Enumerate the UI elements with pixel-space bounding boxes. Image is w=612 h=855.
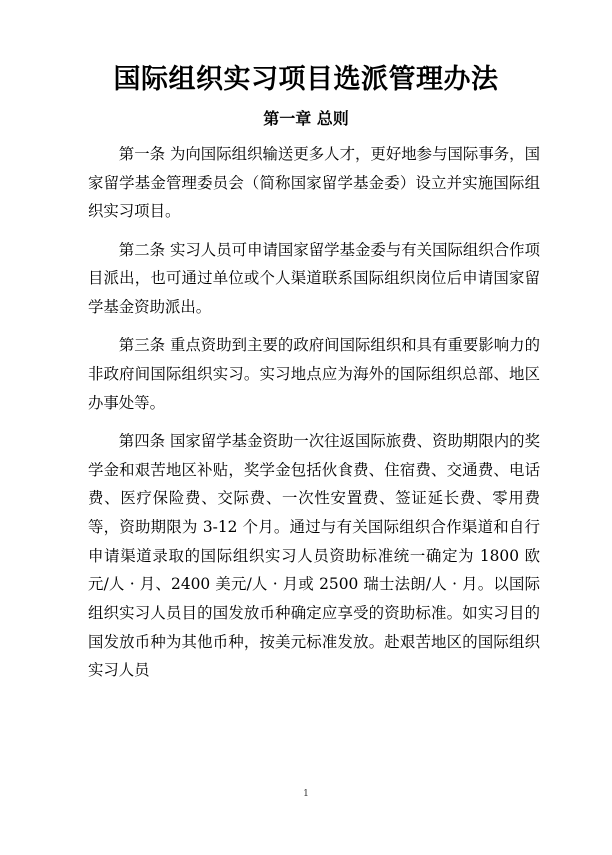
chapter-heading: 第一章 总则 — [263, 109, 349, 128]
article-2: 第二条 实习人员可申请国家留学基金委与有关国际组织合作项目派出，也可通过单位或个人渠道联系国际组织岗位后申请国家留学基金资助派出。 — [88, 240, 540, 317]
document-body — [88, 140, 540, 695]
document-title: 国际组织实习项目选派管理办法 — [113, 64, 499, 95]
article-1: 第一条 为向国际组织输送更多人才，更好地参与国际事务，国家留学基金管理委员会（简称国家留学基金委）设立并实施国际组织实习项目。 — [88, 145, 540, 221]
article-4: 第四条 国家留学基金资助一次往返国际旅费、资助期限内的奖学金和艰苦地区补贴，奖学金包括伙食费、住宿费、交通费、电话费、医疗保险费、交际费、一次性安置费、签证延长费、零用费等，资助期限为 3-12 个月。通过与有关国际组织合作渠道和自行申请渠道录取的国际组织实习人员资助标准统一确定为 1800 欧元/人 · 月、2400 美元/人 · 月或 2500 瑞士法朗/人 · 月。以国际组织实习人员目的国发放币种确定应享受的资助标准。如实习目的国发放币种为其他币种，按美元标准发放。赴艰苦地区的国际组织实习人员 — [88, 431, 540, 680]
page-number: 1 — [303, 789, 309, 799]
article-3: 第三条 重点资助到主要的政府间国际组织和具有重要影响力的非政府间国际组织实习。实习地点应为海外的国际组织总部、地区办事处等。 — [88, 336, 540, 412]
